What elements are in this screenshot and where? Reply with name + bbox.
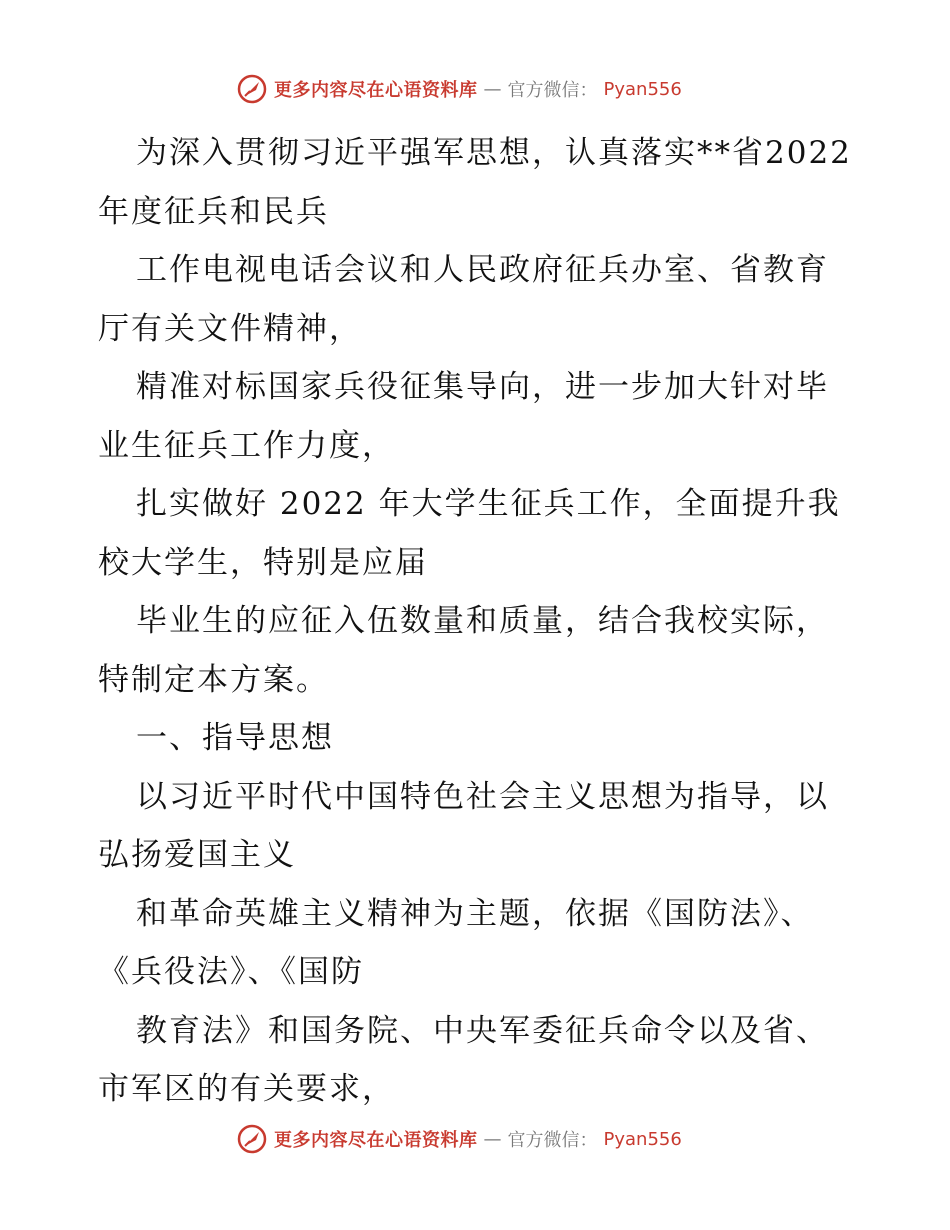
paragraph: 为深入贯彻习近平强军思想，认真落实**省2022 年度征兵和民兵 [98, 135, 852, 230]
paragraph: 扎实做好 2022 年大学生征兵工作，全面提升我校大学生，特别是应届 [98, 486, 841, 581]
banner-dash: — [483, 78, 502, 100]
document-body [98, 124, 858, 1119]
paragraph: 工作电视电话会议和人民政府征兵办室、省教育厅有关文件精神， [98, 252, 829, 347]
paragraph: 毕业生的应征入伍数量和质量，结合我校实际，特制定本方案。 [98, 603, 829, 698]
paragraph: 教育法》和国务院、中央军委征兵命令以及省、市军区的有关要求， [98, 1012, 829, 1107]
section-heading: 一、指导思想 [136, 720, 334, 756]
banner-main-text: 更多内容尽在心语资料库 [274, 1130, 478, 1151]
paragraph: 精准对标国家兵役征集导向，进一步加大针对毕业生征兵工作力度， [98, 369, 829, 464]
banner-wechat-id: Pyan556 [603, 1128, 682, 1150]
banner-wechat-id: Pyan556 [603, 78, 682, 100]
quill-logo-icon [236, 1123, 268, 1155]
banner-label: 官方微信： [507, 1130, 598, 1151]
banner-dash: — [483, 1128, 502, 1150]
paragraph: 和革命英雄主义精神为主题，依据《国防法》、《兵役法》、《国防 [98, 895, 814, 990]
header-watermark-banner [236, 71, 682, 107]
paragraph: 以习近平时代中国特色社会主义思想为指导，以弘扬爱国主义 [98, 778, 829, 873]
banner-label: 官方微信： [507, 80, 598, 101]
quill-logo-icon [236, 73, 268, 105]
banner-main-text: 更多内容尽在心语资料库 [274, 80, 478, 101]
footer-watermark-banner [236, 1121, 682, 1157]
